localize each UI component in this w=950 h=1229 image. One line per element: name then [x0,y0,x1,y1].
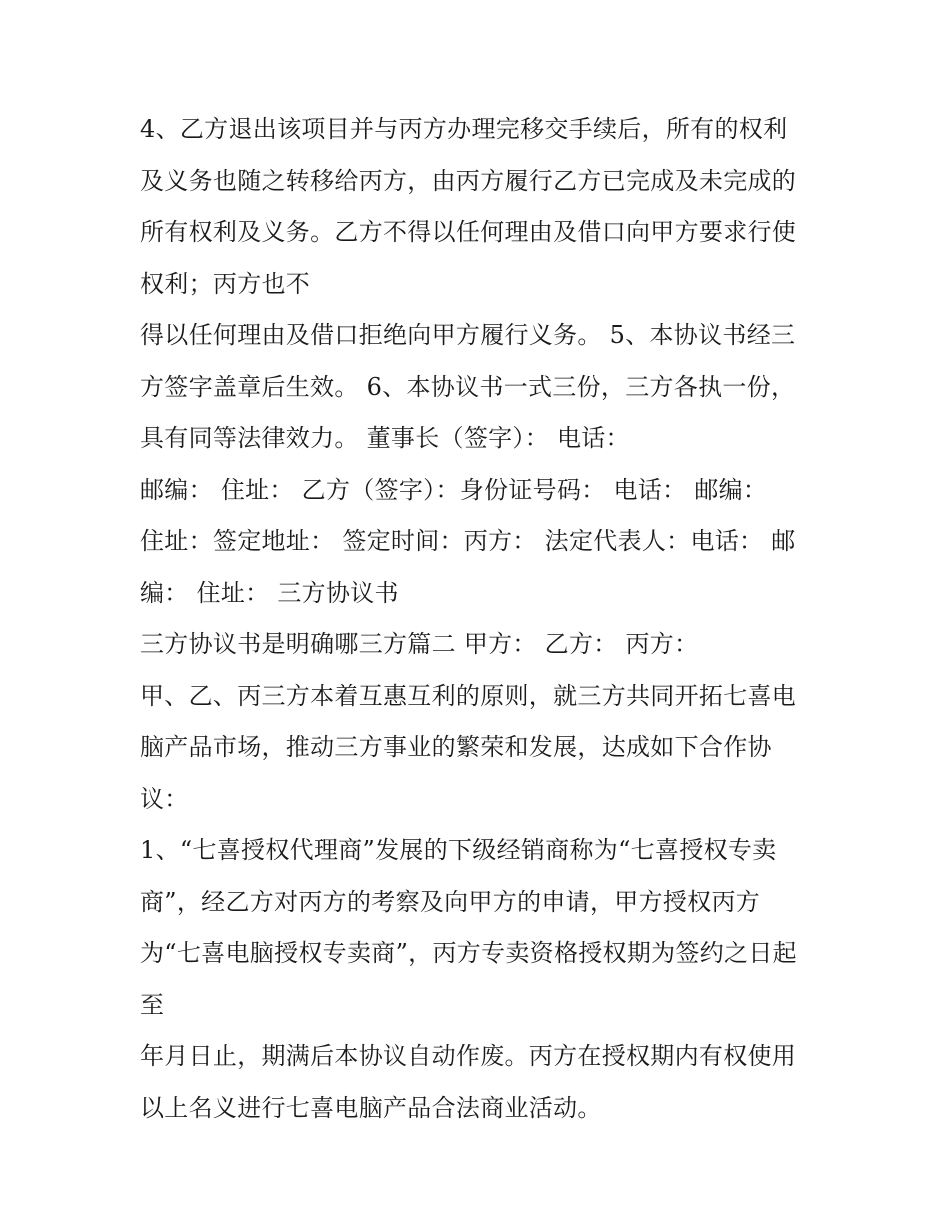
text-line: 邮编： 住址： 乙方（签字）：身份证号码： 电话： 邮编： [140,475,768,504]
text-line: 年月日止，期满后本协议自动作废。丙方在授权期内有权使用 [140,1042,797,1070]
text-line: 脑产品市场，推动三方事业的繁荣和发展，达成如下合作协 [140,733,772,761]
text-line: 甲、乙、丙三方本着互惠互利的原则，就三方共同开拓七喜电 [140,681,797,710]
text-line: 议： [140,784,189,813]
text-line: 权利；丙方也不 [140,269,311,298]
text-line: 住址：签定地址： 签定时间：丙方： 法定代表人：电话： 邮 [140,527,796,555]
text-line: 及义务也随之转移给丙方，由丙方履行乙方已完成及未完成的 [140,166,797,195]
text-line: 4、乙方退出该项目并与丙方办理完移交手续后，所有的权利 [140,115,788,143]
text-line: 所有权利及义务。乙方不得以任何理由及借口向甲方要求行使 [140,218,797,246]
text-line: 具有同等法律效力。 董事长（签字）： 电话： [140,424,630,452]
text-line: 得以任何理由及借口拒绝向甲方履行义务。 5、本协议书经三 [140,321,796,349]
text-line: 商”，经乙方对丙方的考察及向甲方的申请，甲方授权丙方 [140,887,761,916]
text-line: 为“七喜电脑授权专卖商”，丙方专卖资格授权期为签约之日起 [140,939,797,967]
text-line: 方签字盖章后生效。 6、本协议书一式三份，三方各执一份， [140,372,796,401]
text-line: 1、“七喜授权代理商”发展的下级经销商称为“七喜授权专卖 [140,836,777,864]
text-line: 以上名义进行七喜电脑产品合法商业活动。 [140,1093,602,1122]
text-line: 至 [140,990,165,1019]
text-line: 三方协议书是明确哪三方篇二 甲方： 乙方： 丙方： [140,630,699,658]
document-body [140,104,830,1134]
text-line: 编： 住址： 三方协议书 [140,578,399,607]
